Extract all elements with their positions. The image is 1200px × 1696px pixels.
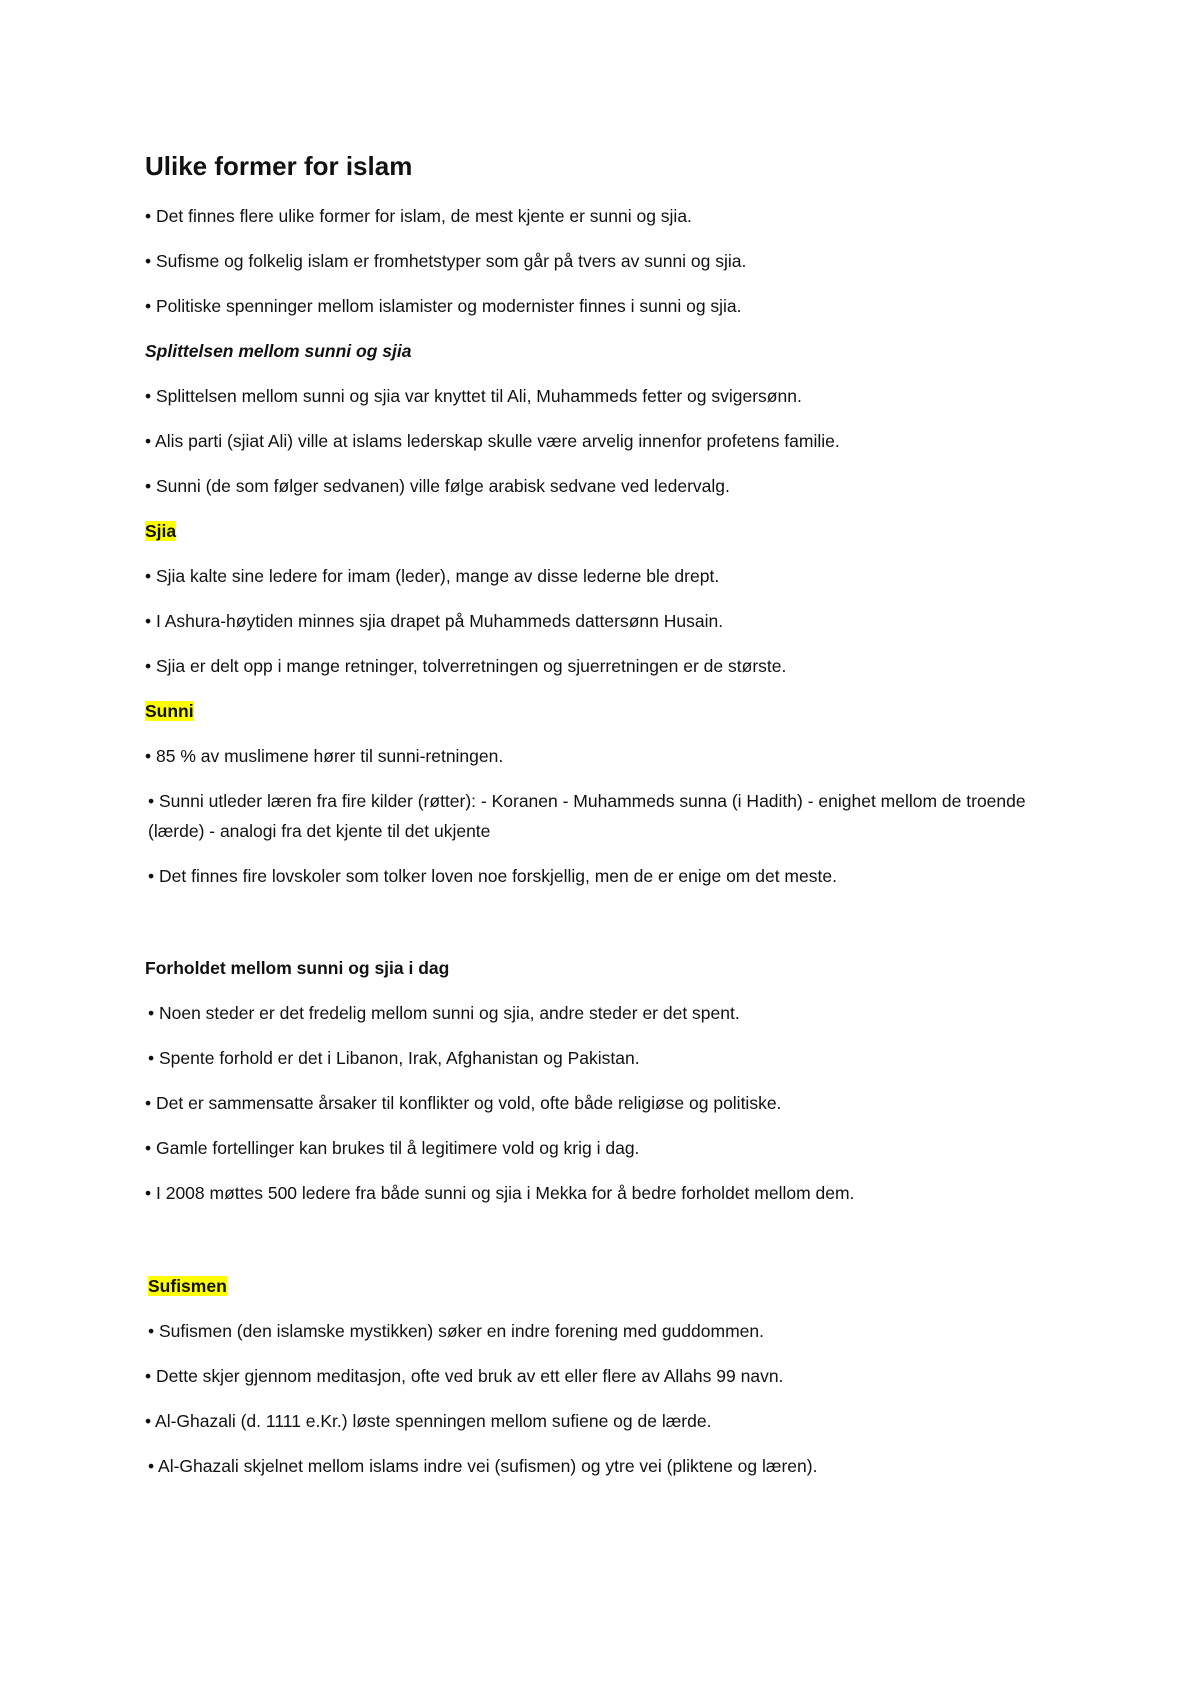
sufism-item: • Al-Ghazali (d. 1111 e.Kr.) løste spenningen mellom sufiene og de lærde. (145, 1411, 712, 1431)
relation-item: • Gamle fortellinger kan brukes til å legitimere vold og krig i dag. (145, 1138, 640, 1158)
relation-item: • Det er sammensatte årsaker til konflikter og vold, ofte både religiøse og politiske. (145, 1093, 782, 1113)
page-title: Ulike former for islam (145, 151, 413, 181)
sjia-item: • I Ashura-høytiden minnes sjia drapet på Muhammeds dattersønn Husain. (145, 611, 724, 631)
sunni-item: • Sunni utleder læren fra fire kilder (røtter): - Koranen - Muhammeds sunna (i Hadith) - enighet mellom de troende (lærde) - analogi fra det kjente til det ukjente (148, 791, 1026, 841)
intro-item: • Sufisme og folkelig islam er fromhetstyper som går på tvers av sunni og sjia. (145, 251, 747, 271)
sufism-item: • Dette skjer gjennom meditasjon, ofte ved bruk av ett eller flere av Allahs 99 navn. (145, 1366, 784, 1386)
relation-heading: Forholdet mellom sunni og sjia i dag (145, 958, 450, 978)
intro-item: • Det finnes flere ulike former for islam, de mest kjente er sunni og sjia. (145, 206, 692, 226)
sjia-heading (145, 520, 176, 542)
sjia-item: • Sjia er delt opp i mange retninger, tolverretningen og sjuerretningen er de største. (145, 656, 787, 676)
split-item: • Splittelsen mellom sunni og sjia var knyttet til Ali, Muhammeds fetter og svigersønn. (145, 386, 802, 406)
split-heading: Splittelsen mellom sunni og sjia (145, 341, 412, 361)
sufism-heading (148, 1275, 227, 1297)
relation-item: • Spente forhold er det i Libanon, Irak, Afghanistan og Pakistan. (148, 1048, 640, 1068)
sufism-item: • Sufismen (den islamske mystikken) søker en indre forening med guddommen. (148, 1321, 764, 1341)
sunni-item: • 85 % av muslimene hører til sunni-retningen. (145, 746, 504, 766)
intro-item: • Politiske spenninger mellom islamister og modernister finnes i sunni og sjia. (145, 296, 742, 316)
sufism-heading-text: Sufismen (148, 1276, 227, 1296)
sunni-item: • Det finnes fire lovskoler som tolker loven noe forskjellig, men de er enige om det meste. (148, 866, 837, 886)
sunni-heading (145, 700, 194, 722)
sufism-item: • Al-Ghazali skjelnet mellom islams indre vei (sufismen) og ytre vei (pliktene og læren). (148, 1456, 818, 1476)
split-item: • Alis parti (sjiat Ali) ville at islams lederskap skulle være arvelig innenfor profetens familie. (145, 431, 840, 451)
relation-item: • I 2008 møttes 500 ledere fra både sunni og sjia i Mekka for å bedre forholdet mellom dem. (145, 1183, 855, 1203)
sjia-item: • Sjia kalte sine ledere for imam (leder), mange av disse lederne ble drept. (145, 566, 720, 586)
sunni-heading-text: Sunni (145, 701, 194, 721)
relation-item: • Noen steder er det fredelig mellom sunni og sjia, andre steder er det spent. (148, 1003, 740, 1023)
split-item: • Sunni (de som følger sedvanen) ville følge arabisk sedvane ved ledervalg. (145, 476, 730, 496)
sjia-heading-text: Sjia (145, 521, 177, 541)
